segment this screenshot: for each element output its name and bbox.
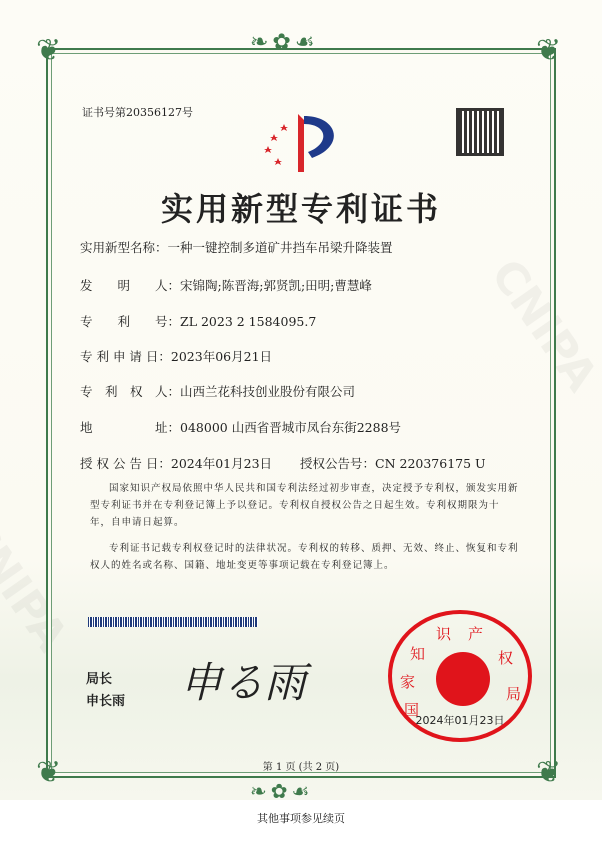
page-number: 第 1 页 (共 2 页) bbox=[262, 762, 340, 773]
field-grant-date: 授 权 公 告 日：2024年01月23日 bbox=[80, 456, 273, 471]
corner-ornament-icon: ❦ bbox=[536, 33, 562, 68]
qr-code bbox=[456, 108, 504, 156]
field-application-date: 专 利 申 请 日：2023年06月21日 bbox=[80, 349, 273, 364]
director-title: 局长 bbox=[86, 672, 113, 687]
certificate-number: 证书号第20356127号 bbox=[82, 106, 193, 119]
official-seal: 国 家 知 识 产 权 局 2024年01月23日 bbox=[388, 610, 532, 742]
national-emblem-icon bbox=[436, 652, 490, 706]
field-patent-number: 专 利 号：ZL 2023 2 1584095.7 bbox=[80, 314, 317, 329]
field-inventors: 发 明 人：宋锦陶;陈晋海;郭贤凯;田明;曹慧峰 bbox=[80, 278, 372, 293]
page-title: 实用新型专利证书 bbox=[160, 190, 441, 228]
bottom-ornament-icon: ❧✿☙ bbox=[250, 779, 314, 803]
corner-ornament-icon: ❦ bbox=[36, 755, 62, 790]
cnipa-logo-icon bbox=[258, 106, 348, 176]
field-patentee: 专 利 权 人：山西兰花科技创业股份有限公司 bbox=[80, 384, 356, 399]
barcode bbox=[88, 617, 258, 627]
corner-ornament-icon: ❦ bbox=[536, 755, 562, 790]
field-name: 实用新型名称：一种一键控制多道矿井挡车吊梁升降装置 bbox=[80, 240, 393, 255]
field-announcement-number: 授权公告号：CN 220376175 U bbox=[300, 456, 486, 471]
statement-paragraph: 专利证书记载专利权登记时的法律状况。专利权的转移、质押、无效、终止、恢复和专利权人的姓名或名称、国籍、地址变更等事项记载在专利登记簿上。 bbox=[90, 543, 519, 571]
field-address: 地 址：048000 山西省晋城市凤台东街2288号 bbox=[80, 420, 402, 435]
footer-note: 其他事项参见续页 bbox=[257, 812, 345, 825]
statement-paragraph: 国家知识产权局依照中华人民共和国专利法经过初步审查，决定授予专利权，颁发实用新型专利证书并在专利登记簿上予以登记。专利权自授权公告之日起生效。专利权期限为十年，自申请日起算。 bbox=[90, 483, 519, 528]
top-ornament-icon: ❧✿☙ bbox=[250, 30, 319, 55]
director-name: 申长雨 bbox=[86, 694, 126, 709]
corner-ornament-icon: ❦ bbox=[36, 33, 62, 68]
seal-date: 2024年01月23日 bbox=[415, 714, 505, 727]
director-signature: 申る雨 bbox=[180, 658, 307, 707]
